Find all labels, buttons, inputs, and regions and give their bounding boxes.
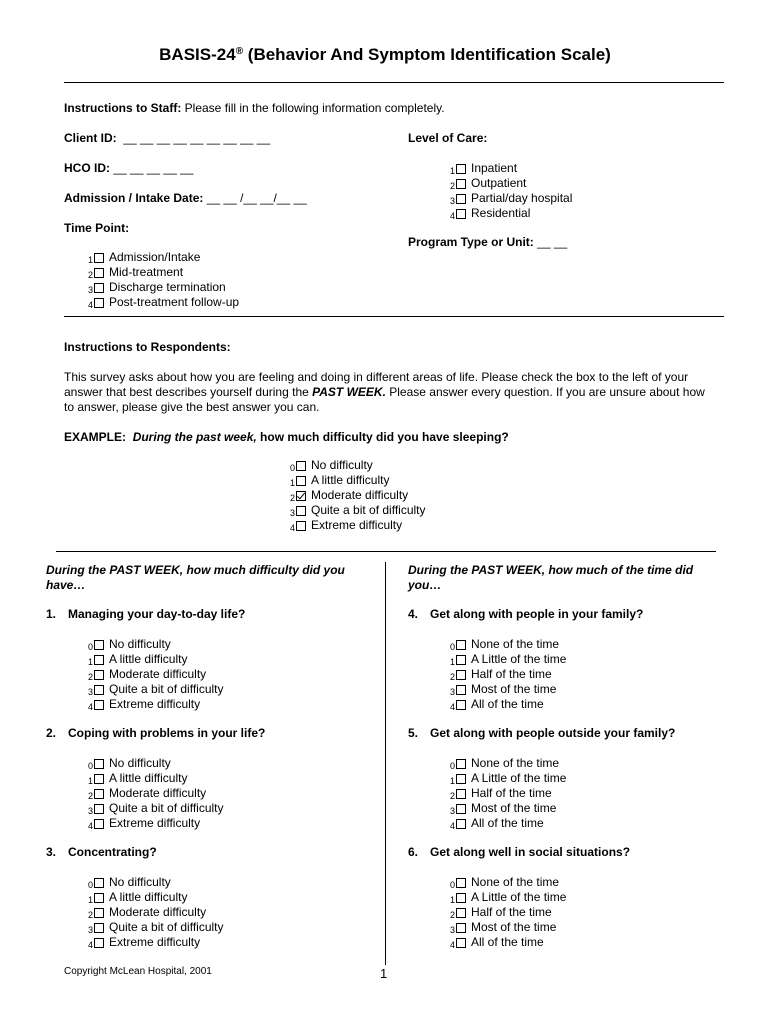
checkbox-checked[interactable] [296, 491, 306, 501]
hco-id-blank[interactable]: __ __ __ __ __ [113, 161, 194, 175]
checkbox[interactable] [456, 938, 466, 948]
example-emphasis: During the past week, [132, 430, 257, 444]
checkbox[interactable] [456, 179, 466, 189]
question-4-options [448, 637, 566, 712]
option-number: 0 [87, 642, 93, 652]
left-column-stem: During the PAST WEEK, how much difficulty did you have… [46, 563, 345, 592]
option-partial-day-hospital[interactable] [448, 191, 572, 206]
checkbox[interactable] [456, 209, 466, 219]
option-half-of-the-time[interactable] [448, 786, 566, 801]
question-3-options [86, 875, 224, 950]
option-residential[interactable] [448, 206, 572, 221]
checkbox[interactable] [94, 819, 104, 829]
title-rest: (Behavior And Symptom Identification Scale) [243, 45, 611, 64]
option-label: Inpatient [471, 161, 518, 175]
page-number: 1 [380, 966, 388, 981]
checkbox[interactable] [94, 283, 104, 293]
question-1 [46, 607, 245, 622]
option-all-of-the-time[interactable] [448, 697, 566, 712]
option-number: 3 [87, 925, 93, 935]
option-number: 1 [87, 657, 93, 667]
option-label: Mid-treatment [109, 265, 184, 279]
option-number: 2 [87, 672, 93, 682]
checkbox[interactable] [296, 521, 306, 531]
divider-top [64, 82, 724, 83]
checkbox[interactable] [456, 789, 466, 799]
option-number: 2 [87, 791, 93, 801]
hco-id-field[interactable] [64, 161, 193, 176]
question-5 [408, 726, 675, 741]
option-label: Partial/day hospital [471, 191, 573, 205]
option-label: Post-treatment follow-up [109, 295, 240, 309]
option-moderate-difficulty[interactable] [86, 786, 224, 801]
option-number: 3 [449, 196, 455, 206]
option-label: Quite a bit of difficulty [109, 801, 224, 815]
option-label: A Little of the time [471, 771, 567, 785]
question-number: 6. [408, 845, 419, 859]
option-number: 4 [87, 702, 93, 712]
option-number: 3 [449, 806, 455, 816]
option-quite-a-bit-of-difficulty[interactable] [86, 920, 224, 935]
option-quite-a-bit-of-difficulty[interactable] [86, 682, 224, 697]
option-label: Quite a bit of difficulty [109, 682, 224, 696]
time-point-label: Time Point: [64, 221, 130, 235]
page-title [0, 44, 770, 66]
option-number: 4 [449, 940, 455, 950]
option-number: 0 [87, 880, 93, 890]
checkbox[interactable] [94, 938, 104, 948]
program-type-label: Program Type or Unit: [408, 235, 534, 249]
option-label: A little difficulty [109, 890, 188, 904]
option-number: 0 [449, 642, 455, 652]
option-label: Moderate difficulty [109, 786, 207, 800]
question-2 [46, 726, 265, 741]
option-label: All of the time [471, 816, 544, 830]
column-divider [385, 562, 386, 965]
level-of-care-label: Level of Care: [408, 131, 488, 145]
option-number: 1 [449, 895, 455, 905]
question-text: Concentrating? [68, 845, 157, 859]
option-number: 4 [449, 702, 455, 712]
question-6 [408, 845, 630, 860]
option-label: Quite a bit of difficulty [311, 503, 426, 517]
option-number: 0 [87, 761, 93, 771]
checkbox[interactable] [94, 640, 104, 650]
option-a-little-of-the-time[interactable] [448, 890, 566, 905]
checkbox[interactable] [94, 759, 104, 769]
question-number: 2. [46, 726, 57, 740]
option-extreme-difficulty[interactable] [86, 697, 224, 712]
question-text: Get along well in social situations? [430, 845, 631, 859]
option-half-of-the-time[interactable] [448, 905, 566, 920]
respondent-instructions-text [64, 370, 714, 415]
option-moderate-difficulty[interactable] [86, 905, 224, 920]
question-3 [46, 845, 157, 860]
option-number: 3 [87, 285, 93, 295]
question-number: 5. [408, 726, 419, 740]
checkbox[interactable] [456, 685, 466, 695]
checkbox[interactable] [456, 655, 466, 665]
checkbox[interactable] [94, 655, 104, 665]
example-label: EXAMPLE: [64, 430, 127, 444]
option-a-little-difficulty[interactable] [86, 890, 224, 905]
option-label: Quite a bit of difficulty [109, 920, 224, 934]
option-none-of-the-time[interactable] [448, 756, 566, 771]
option-label: Residential [471, 206, 531, 220]
option-label: Moderate difficulty [109, 667, 207, 681]
staff-instructions-text: Please fill in the following information completely. [181, 101, 445, 115]
option-number: 0 [289, 463, 295, 473]
option-quite-a-bit-of-difficulty[interactable] [86, 801, 224, 816]
client-id-label: Client ID: [64, 131, 117, 145]
option-label: A little difficulty [109, 771, 188, 785]
example-question-text: how much difficulty did you have sleeping? [256, 430, 509, 444]
program-type-field[interactable] [408, 235, 567, 250]
question-text: Get along with people in your family? [430, 607, 644, 621]
option-number: 2 [449, 791, 455, 801]
checkbox[interactable] [456, 893, 466, 903]
option-number: 3 [449, 687, 455, 697]
option-a-little-difficulty[interactable] [288, 473, 426, 488]
example-question [64, 430, 509, 445]
checkbox[interactable] [456, 819, 466, 829]
copyright: Copyright McLean Hospital, 2001 [64, 966, 212, 977]
checkbox[interactable] [456, 908, 466, 918]
checkbox[interactable] [94, 923, 104, 933]
option-most-of-the-time[interactable] [448, 920, 566, 935]
option-number: 1 [449, 657, 455, 667]
option-label: Extreme difficulty [109, 697, 201, 711]
question-4 [408, 607, 643, 622]
option-number: 2 [289, 493, 295, 503]
option-label: A Little of the time [471, 890, 567, 904]
checkbox[interactable] [456, 640, 466, 650]
checkbox[interactable] [296, 506, 306, 516]
option-label: No difficulty [109, 637, 171, 651]
instructions-part-1: This survey asks about how you are feeling and doing in different areas of life. Please check the box to the left of your answer that best describes yourself during the [64, 370, 689, 399]
question-2-options [86, 756, 224, 831]
option-number: 4 [87, 940, 93, 950]
program-type-blank[interactable]: __ __ [537, 235, 568, 249]
option-label: A little difficulty [109, 652, 188, 666]
option-moderate-difficulty[interactable] [288, 488, 426, 503]
checkbox[interactable] [456, 759, 466, 769]
option-label: Extreme difficulty [109, 935, 201, 949]
question-number: 3. [46, 845, 57, 859]
option-number: 3 [289, 508, 295, 518]
option-label: No difficulty [109, 756, 171, 770]
checkbox[interactable] [456, 700, 466, 710]
question-1-options [86, 637, 224, 712]
admission-date-blank[interactable]: __ __ /__ __/__ __ [206, 191, 307, 205]
option-no-difficulty[interactable] [86, 756, 224, 771]
option-label: None of the time [471, 875, 560, 889]
divider-questions [56, 551, 716, 552]
option-half-of-the-time[interactable] [448, 667, 566, 682]
option-no-difficulty[interactable] [288, 458, 426, 473]
client-id-blank[interactable]: __ __ __ __ __ __ __ __ __ [123, 131, 271, 145]
option-label: Extreme difficulty [109, 816, 201, 830]
checkbox[interactable] [456, 774, 466, 784]
option-label: No difficulty [109, 875, 171, 889]
option-number: 4 [87, 821, 93, 831]
option-number: 2 [87, 270, 93, 280]
option-discharge-termination[interactable] [86, 280, 239, 295]
option-number: 0 [449, 880, 455, 890]
option-number: 2 [449, 910, 455, 920]
option-extreme-difficulty[interactable] [86, 935, 224, 950]
option-a-little-of-the-time[interactable] [448, 771, 566, 786]
question-5-options [448, 756, 566, 831]
question-text: Managing your day-to-day life? [68, 607, 246, 621]
time-point-options [86, 250, 239, 310]
option-post-treatment-follow-up[interactable] [86, 295, 239, 310]
admission-date-label: Admission / Intake Date: [64, 191, 204, 205]
option-label: Most of the time [471, 920, 557, 934]
checkbox[interactable] [456, 923, 466, 933]
option-label: Discharge termination [109, 280, 226, 294]
option-label: Half of the time [471, 667, 552, 681]
checkbox[interactable] [456, 670, 466, 680]
option-all-of-the-time[interactable] [448, 816, 566, 831]
option-number: 3 [87, 687, 93, 697]
checkbox[interactable] [94, 774, 104, 784]
option-admission-intake[interactable] [86, 250, 239, 265]
checkbox[interactable] [296, 476, 306, 486]
option-number: 3 [449, 925, 455, 935]
option-label: Half of the time [471, 905, 552, 919]
checkbox[interactable] [94, 804, 104, 814]
checkbox[interactable] [94, 670, 104, 680]
checkbox[interactable] [456, 878, 466, 888]
option-number: 4 [289, 523, 295, 533]
option-a-little-difficulty[interactable] [86, 652, 224, 667]
checkbox[interactable] [456, 164, 466, 174]
option-number: 4 [449, 821, 455, 831]
option-a-little-difficulty[interactable] [86, 771, 224, 786]
checkbox[interactable] [94, 878, 104, 888]
option-extreme-difficulty[interactable] [86, 816, 224, 831]
checkbox[interactable] [94, 908, 104, 918]
question-text: Coping with problems in your life? [68, 726, 266, 740]
checkbox[interactable] [94, 893, 104, 903]
option-number: 1 [87, 255, 93, 265]
option-none-of-the-time[interactable] [448, 875, 566, 890]
option-none-of-the-time[interactable] [448, 637, 566, 652]
option-no-difficulty[interactable] [86, 875, 224, 890]
option-number: 0 [449, 761, 455, 771]
hco-id-label: HCO ID: [64, 161, 110, 175]
option-label: Admission/Intake [109, 250, 201, 264]
question-number: 4. [408, 607, 419, 621]
staff-instructions [64, 101, 445, 116]
option-most-of-the-time[interactable] [448, 801, 566, 816]
checkbox[interactable] [94, 268, 104, 278]
checkbox[interactable] [296, 461, 306, 471]
instructions-past-week: PAST WEEK. [312, 385, 386, 399]
option-number: 2 [449, 672, 455, 682]
option-label: A Little of the time [471, 652, 567, 666]
option-label: Extreme difficulty [311, 518, 403, 532]
option-number: 1 [289, 478, 295, 488]
option-number: 4 [449, 211, 455, 221]
question-6-options [448, 875, 566, 950]
option-label: All of the time [471, 697, 544, 711]
option-number: 1 [87, 895, 93, 905]
option-label: Moderate difficulty [109, 905, 207, 919]
option-quite-a-bit-of-difficulty[interactable] [288, 503, 426, 518]
option-label: A little difficulty [311, 473, 390, 487]
checkbox[interactable] [94, 700, 104, 710]
option-number: 2 [87, 910, 93, 920]
option-number: 1 [449, 776, 455, 786]
option-outpatient[interactable] [448, 176, 572, 191]
option-label: Outpatient [471, 176, 527, 190]
title-main: BASIS-24 [159, 45, 236, 64]
option-most-of-the-time[interactable] [448, 682, 566, 697]
option-a-little-of-the-time[interactable] [448, 652, 566, 667]
question-number: 1. [46, 607, 57, 621]
option-all-of-the-time[interactable] [448, 935, 566, 950]
option-label: Most of the time [471, 801, 557, 815]
checkbox[interactable] [456, 804, 466, 814]
option-label: No difficulty [311, 458, 373, 472]
registered-mark: ® [235, 46, 244, 57]
level-of-care-options [448, 161, 572, 221]
option-label: None of the time [471, 756, 560, 770]
checkbox[interactable] [456, 194, 466, 204]
instructions-part-2: Please answer every question. If you are unsure about how to answer, please give the best answer you can. [64, 385, 705, 414]
divider-staff [64, 316, 724, 317]
option-extreme-difficulty[interactable] [288, 518, 426, 533]
question-text: Get along with people outside your family? [430, 726, 676, 740]
option-number: 3 [87, 806, 93, 816]
checkbox[interactable] [94, 789, 104, 799]
checkbox[interactable] [94, 253, 104, 263]
option-inpatient[interactable] [448, 161, 572, 176]
client-id-field[interactable] [64, 131, 270, 146]
option-number: 1 [449, 166, 455, 176]
option-label: Moderate difficulty [311, 488, 409, 502]
option-label: Half of the time [471, 786, 552, 800]
option-number: 4 [87, 300, 93, 310]
checkbox[interactable] [94, 685, 104, 695]
right-column-stem: During the PAST WEEK, how much of the time did you… [408, 563, 694, 592]
option-label: Most of the time [471, 682, 557, 696]
option-no-difficulty[interactable] [86, 637, 224, 652]
option-label: None of the time [471, 637, 560, 651]
staff-instructions-label: Instructions to Staff: [64, 101, 182, 115]
respondent-instructions-heading: Instructions to Respondents: [64, 340, 231, 354]
option-moderate-difficulty[interactable] [86, 667, 224, 682]
option-label: All of the time [471, 935, 544, 949]
option-mid-treatment[interactable] [86, 265, 239, 280]
admission-date-field[interactable] [64, 191, 307, 206]
option-number: 2 [449, 181, 455, 191]
checkbox[interactable] [94, 298, 104, 308]
example-options [288, 458, 426, 533]
option-number: 1 [87, 776, 93, 786]
